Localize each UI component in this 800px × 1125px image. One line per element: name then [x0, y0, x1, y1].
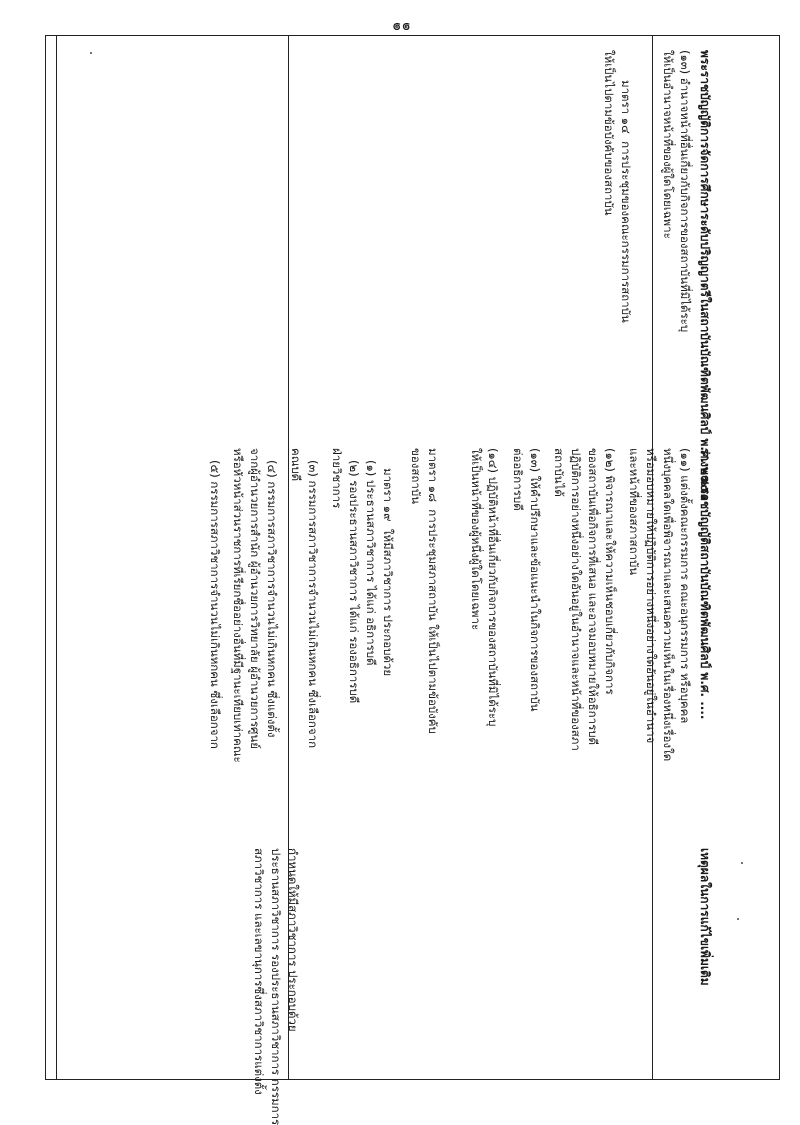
old-sec14-line2: ให้เป็นไปตามข้อบังคับของสถาบัน: [602, 50, 616, 216]
scan-speck: [741, 862, 743, 864]
new-item11-line3: หรือมอบหมายให้ปฏิบัติการอย่างหนึ่งอย่างใดอันอยู่ในอำนาจ: [644, 448, 658, 744]
new-item14-line2: ให้เป็นหน้าที่ของผู้หนึ่งผู้ใดโดยเฉพาะ: [469, 448, 483, 631]
new-item12-line2: ของสถาบันเพื่อกิจการที่เสนอ และอาจมอบหมายให้อธิการบดี: [586, 448, 600, 746]
scan-speck: [737, 918, 739, 920]
new-sec19-item3-line2: คณบดี: [289, 448, 303, 482]
new-sec19-item2: (๒) รองประธานสภาวิชาการ ได้แก่ รองอธิการบดี: [347, 460, 361, 704]
reason-line3: สภาวิชาการ และเลขานุการซึ่งสภาวิชาการแต่งตั้ง: [252, 848, 266, 1095]
new-item11-line2: หนึ่งบุคคลใดเพื่อพิจารณาและเสนอความเห็นในเรื่องหนึ่งเรื่องใด: [661, 448, 675, 762]
new-item11-line1: (๑๑) แต่งตั้งคณะกรรมการ คณะอนุกรรมการ หรือบุคคล: [678, 448, 692, 724]
header-reason: เหตุผลในการแก้ไขเพิ่มเติม: [698, 848, 712, 986]
new-sec19-item1: (๑) ประธานสภาวิชาการ ได้แก่ อธิการบดี: [364, 460, 378, 666]
reason-line1: กำหนดให้มีสภาวิชาการ ประกอบด้วย: [286, 848, 300, 1032]
scan-speck: [90, 52, 92, 54]
new-sec19-item5-line1: (๕) กรรมการสภาวิชาการจำนวนไม่เกินหกคน ซึ่งเลือกจาก: [208, 460, 222, 749]
new-item14-line1: (๑๔) ปฏิบัติหน้าที่อื่นเกี่ยวกับกิจการของสถาบันที่มิได้ระบุ: [486, 448, 500, 727]
new-sec19-item2b: ฝ่ายวิชาการ: [330, 448, 344, 509]
new-sec19-item4-line2: จากผู้อำนวยการสำนัก ผู้อำนวยการวิทยาลัย ผู้อำนวยการศูนย์: [248, 448, 262, 749]
old-sec14-line1: มาตรา ๑๔ การประชุมของคณะกรรมการสถาบัน: [619, 80, 633, 323]
new-item11-line4: และหน้าที่ของสภาสถาบัน: [627, 448, 641, 576]
new-sec19-item3-line1: (๓) กรรมการสภาวิชาการจำนวนไม่เกินหกคน ซึ่งเลือกจาก: [306, 460, 320, 749]
new-sec19-line1: มาตรา ๑๙ ให้มีสภาวิชาการ ประกอบด้วย: [381, 468, 395, 677]
old-item13-line1: (๑๓) อำนาจหน้าที่อื่นเกี่ยวกับกิจการของสถาบันที่มิได้ระบุ: [678, 50, 692, 333]
new-sec19-item4-line3: หรือหัวหน้าส่วนราชการที่เรียกชื่ออย่างอื่นที่มีฐานะเทียบเท่าคณะ: [231, 448, 245, 763]
new-sec19-item4-line1: (๔) กรรมการสภาวิชาการจำนวนไม่เกินหกคน ซึ่งแต่งตั้ง: [265, 460, 279, 738]
old-item13-line2: ให้เป็นอำนาจหน้าที่ของผู้ใดโดยเฉพาะ: [661, 50, 675, 239]
new-item12-line1: (๑๒) พิจารณาและให้ความเห็นชอบเกี่ยวกับกิจการ: [603, 448, 617, 695]
new-item12-line3: ปฏิบัติการอย่างหนึ่งอย่างใดอันอยู่ในอำนาจและหน้าที่ของสภา: [569, 448, 583, 751]
new-item13-line2: ต่ออธิการบดี: [511, 448, 525, 511]
new-item12-line4: สถาบันได้: [552, 448, 566, 497]
new-item13-line1: (๑๓) ให้คำปรึกษาและข้อแนะนำในกิจการของสถาบัน: [528, 448, 542, 712]
new-sec18-line2: ของสถาบัน: [409, 448, 423, 504]
header-old-law: พระราชบัญญัติการจัดการศึกษาระดับปริญญาตรีในสถาบันบัณฑิตพัฒนศิลป์ พ.ศ. ๒๕๕๑: [698, 50, 712, 501]
header-draft-law: ร่างพระราชบัญญัติสถาบันบัณฑิตพัฒนศิลป์ พ.ศ. ....: [698, 448, 712, 720]
page-number: ๑๑: [392, 19, 412, 37]
new-sec18-line1: มาตรา ๑๘ การประชุมสภาสถาบัน ให้เป็นไปตามข้อบังคับ: [426, 448, 440, 734]
reason-line2: ประธานสภาวิชาการ รองประธานสภาวิชาการ กรรมการ: [269, 848, 283, 1125]
header-divider: [56, 36, 57, 1079]
